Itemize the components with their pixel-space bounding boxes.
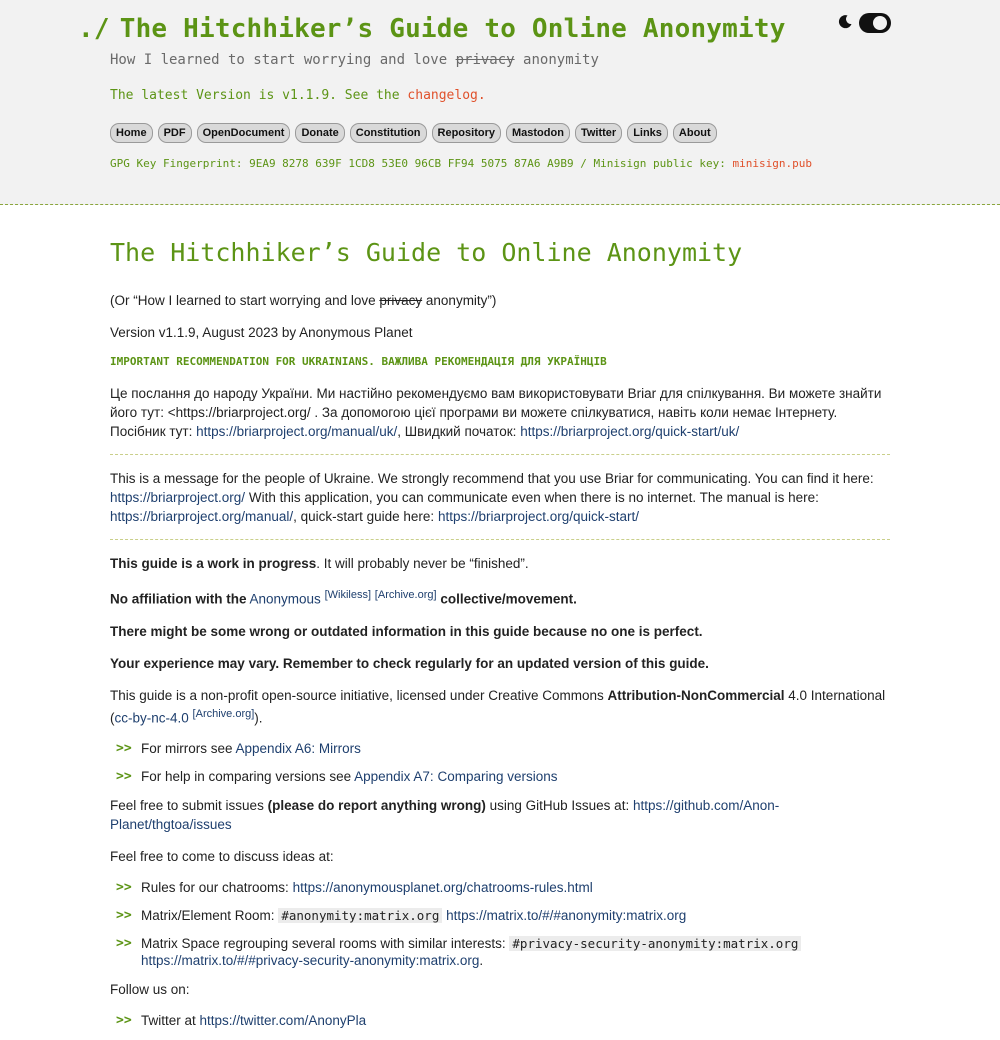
chat-list	[110, 879, 890, 969]
theme-toggle[interactable]	[859, 13, 891, 33]
affiliation-notice	[110, 586, 890, 609]
or-line-text: (Or “How I learned to start worrying and love	[110, 293, 376, 308]
list-item	[110, 935, 890, 969]
gpg-fingerprint	[110, 157, 812, 170]
license-text-end: ).	[254, 710, 263, 725]
compare-text: For help in comparing versions see	[141, 769, 352, 784]
bullet-arrow: >>	[116, 936, 132, 951]
briar-manual-link[interactable]: https://briarproject.org/manual/	[110, 509, 294, 524]
ua-text-quickstart: , Швидкий початок:	[397, 424, 517, 439]
mirrors-text: For mirrors see	[141, 741, 233, 756]
subtitle-strikethrough: privacy	[455, 52, 515, 68]
list-item	[110, 1012, 890, 1029]
nav-pdf[interactable]: PDF	[158, 123, 192, 143]
list-item	[110, 907, 890, 924]
experience-notice	[110, 654, 890, 673]
bullet-arrow: >>	[116, 769, 132, 784]
license-bold: Attribution-NonCommercial	[607, 687, 785, 703]
nav-home[interactable]: Home	[110, 123, 153, 143]
en-text-quickstart: , quick-start guide here:	[293, 509, 435, 524]
en-text: This is a message for the people of Ukraine. We strongly recommend that you use Briar for communicating. You can find it here:	[110, 471, 874, 486]
bullet-arrow: >>	[116, 741, 132, 756]
minisign-link[interactable]: minisign.pub	[732, 157, 813, 170]
bullet-arrow: >>	[116, 880, 132, 895]
briar-manual-uk-link[interactable]: https://briarproject.org/manual/uk/	[196, 424, 398, 439]
compare-versions-link[interactable]: Appendix A7: Comparing versions	[354, 769, 558, 784]
gpg-fingerprint-text: GPG Key Fingerprint: 9EA9 8278 639F 1CD8 53E0 96CB FF94 5075 87A6 A9B9 / Minisign public key:	[110, 157, 726, 170]
latest-version-text: The latest Version is v1.1.9. See the	[110, 88, 400, 103]
changelog-link[interactable]: changelog.	[407, 88, 486, 103]
site-header	[0, 0, 1000, 205]
matrix-space-text: Matrix Space regrouping several rooms with similar interests:	[141, 936, 506, 951]
wip-bold: This guide is a work in progress	[110, 556, 317, 571]
moon-icon[interactable]	[837, 14, 853, 33]
nav-opendocument[interactable]: OpenDocument	[197, 123, 291, 143]
github-issues-link[interactable]: https://github.com/Anon-Planet/thgtoa/issues	[110, 798, 780, 832]
wikiless-link[interactable]: [Wikiless]	[324, 589, 372, 601]
license-notice	[110, 686, 890, 728]
page-title: The Hitchhiker’s Guide to Online Anonymity	[110, 238, 743, 267]
bullet-arrow: >>	[116, 908, 132, 923]
matrix-space-link[interactable]: https://matrix.to/#/#privacy-security-anonymity:matrix.org	[141, 953, 480, 968]
divider	[110, 539, 890, 540]
issues-notice	[110, 796, 890, 834]
matrix-room-link[interactable]: https://matrix.to/#/#anonymity:matrix.org	[446, 908, 687, 923]
nav-about[interactable]: About	[673, 123, 717, 143]
ukraine-heading: IMPORTANT RECOMMENDATION FOR UKRAINIANS. ВАЖЛИВА РЕКОМЕНДАЦІЯ ДЛЯ УКРАЇНЦІВ	[110, 355, 607, 368]
affiliation-text-end: collective/movement.	[440, 591, 577, 607]
site-title-text[interactable]: The Hitchhiker’s Guide to Online Anonymity	[119, 14, 786, 44]
twitter-link[interactable]: https://twitter.com/AnonyPla	[199, 1013, 367, 1028]
anonymous-link[interactable]: Anonymous	[249, 591, 321, 607]
or-line-text-end: anonymity”)	[425, 293, 497, 308]
nav-bar	[110, 123, 717, 143]
license-text-mid: 4.0 International (	[110, 687, 886, 725]
issues-bold: (please do report anything wrong)	[267, 798, 486, 813]
license-archive-link[interactable]: [Archive.org]	[192, 707, 255, 720]
twitter-text: Twitter at	[141, 1013, 196, 1028]
list-item	[110, 740, 890, 757]
or-line	[110, 291, 890, 310]
wip-text: . It will probably never be “finished”.	[316, 556, 529, 571]
nav-links[interactable]: Links	[627, 123, 668, 143]
ukraine-message-ua	[110, 384, 890, 441]
archive-link[interactable]: [Archive.org]	[374, 589, 437, 601]
briar-quickstart-link[interactable]: https://briarproject.org/quick-start/	[437, 509, 640, 524]
subtitle-text: How I learned to start worrying and love	[110, 52, 448, 68]
latest-version-notice	[110, 88, 486, 103]
bullet-arrow: >>	[116, 1013, 132, 1028]
issues-text: Feel free to submit issues	[110, 798, 264, 813]
site-subtitle	[110, 52, 599, 68]
nav-donate[interactable]: Donate	[295, 123, 344, 143]
appendix-list	[110, 740, 890, 785]
social-list	[110, 1012, 890, 1029]
matrix-space-end: .	[479, 953, 484, 968]
or-line-strikethrough: privacy	[379, 293, 423, 308]
toggle-knob	[873, 16, 887, 30]
site-title[interactable]	[78, 14, 786, 44]
wrong-info-notice	[110, 622, 890, 641]
matrix-room-code: #anonymity:matrix.org	[278, 908, 442, 923]
chatroom-rules-link[interactable]: https://anonymousplanet.org/chatrooms-rules.html	[292, 880, 593, 895]
list-item	[110, 879, 890, 896]
nav-repository[interactable]: Repository	[432, 123, 501, 143]
subtitle-text-end: anonymity	[523, 52, 599, 68]
nav-twitter[interactable]: Twitter	[575, 123, 622, 143]
mirrors-link[interactable]: Appendix A6: Mirrors	[235, 741, 361, 756]
prompt-symbol: ./	[78, 14, 110, 44]
briar-quickstart-uk-link[interactable]: https://briarproject.org/quick-start/uk/	[520, 424, 740, 439]
wrong-info-text: There might be some wrong or outdated information in this guide because no one is perfect.	[110, 623, 703, 639]
main-content	[110, 204, 890, 1040]
ukraine-message-en	[110, 469, 890, 526]
briar-link[interactable]: https://briarproject.org/	[110, 490, 246, 505]
discuss-notice: Feel free to come to discuss ideas at:	[110, 849, 334, 864]
version-line: Version v1.1.9, August 2023 by Anonymous Planet	[110, 325, 413, 340]
ua-text: Це послання до народу України. Ми настійно рекомендуємо вам використовувати Briar для спілкування. Ви можете знайти його тут: <https://briarproject.org/ . За допомогою цієї програми ви можете спілкуватися, навіть коли немає Інтернету. Посібник тут:	[110, 386, 882, 439]
en-text-manual: With this application, you can communicate even when there is no internet. The manual is here:	[248, 490, 819, 505]
nav-constitution[interactable]: Constitution	[350, 123, 427, 143]
license-link[interactable]: cc-by-nc-4.0	[114, 710, 189, 725]
wip-notice	[110, 554, 890, 573]
matrix-space-code: #privacy-security-anonymity:matrix.org	[509, 936, 801, 951]
list-item	[110, 768, 890, 785]
license-text: This guide is a non-profit open-source initiative, licensed under Creative Commons	[110, 687, 604, 703]
matrix-room-text: Matrix/Element Room:	[141, 908, 275, 923]
follow-notice: Follow us on:	[110, 982, 190, 997]
divider	[110, 454, 890, 455]
experience-text: Your experience may vary. Remember to check regularly for an updated version of this guide.	[110, 655, 709, 671]
issues-text-mid: using GitHub Issues at:	[489, 798, 630, 813]
rules-text: Rules for our chatrooms:	[141, 880, 289, 895]
nav-mastodon[interactable]: Mastodon	[506, 123, 570, 143]
affiliation-text: No affiliation with the	[110, 591, 247, 607]
